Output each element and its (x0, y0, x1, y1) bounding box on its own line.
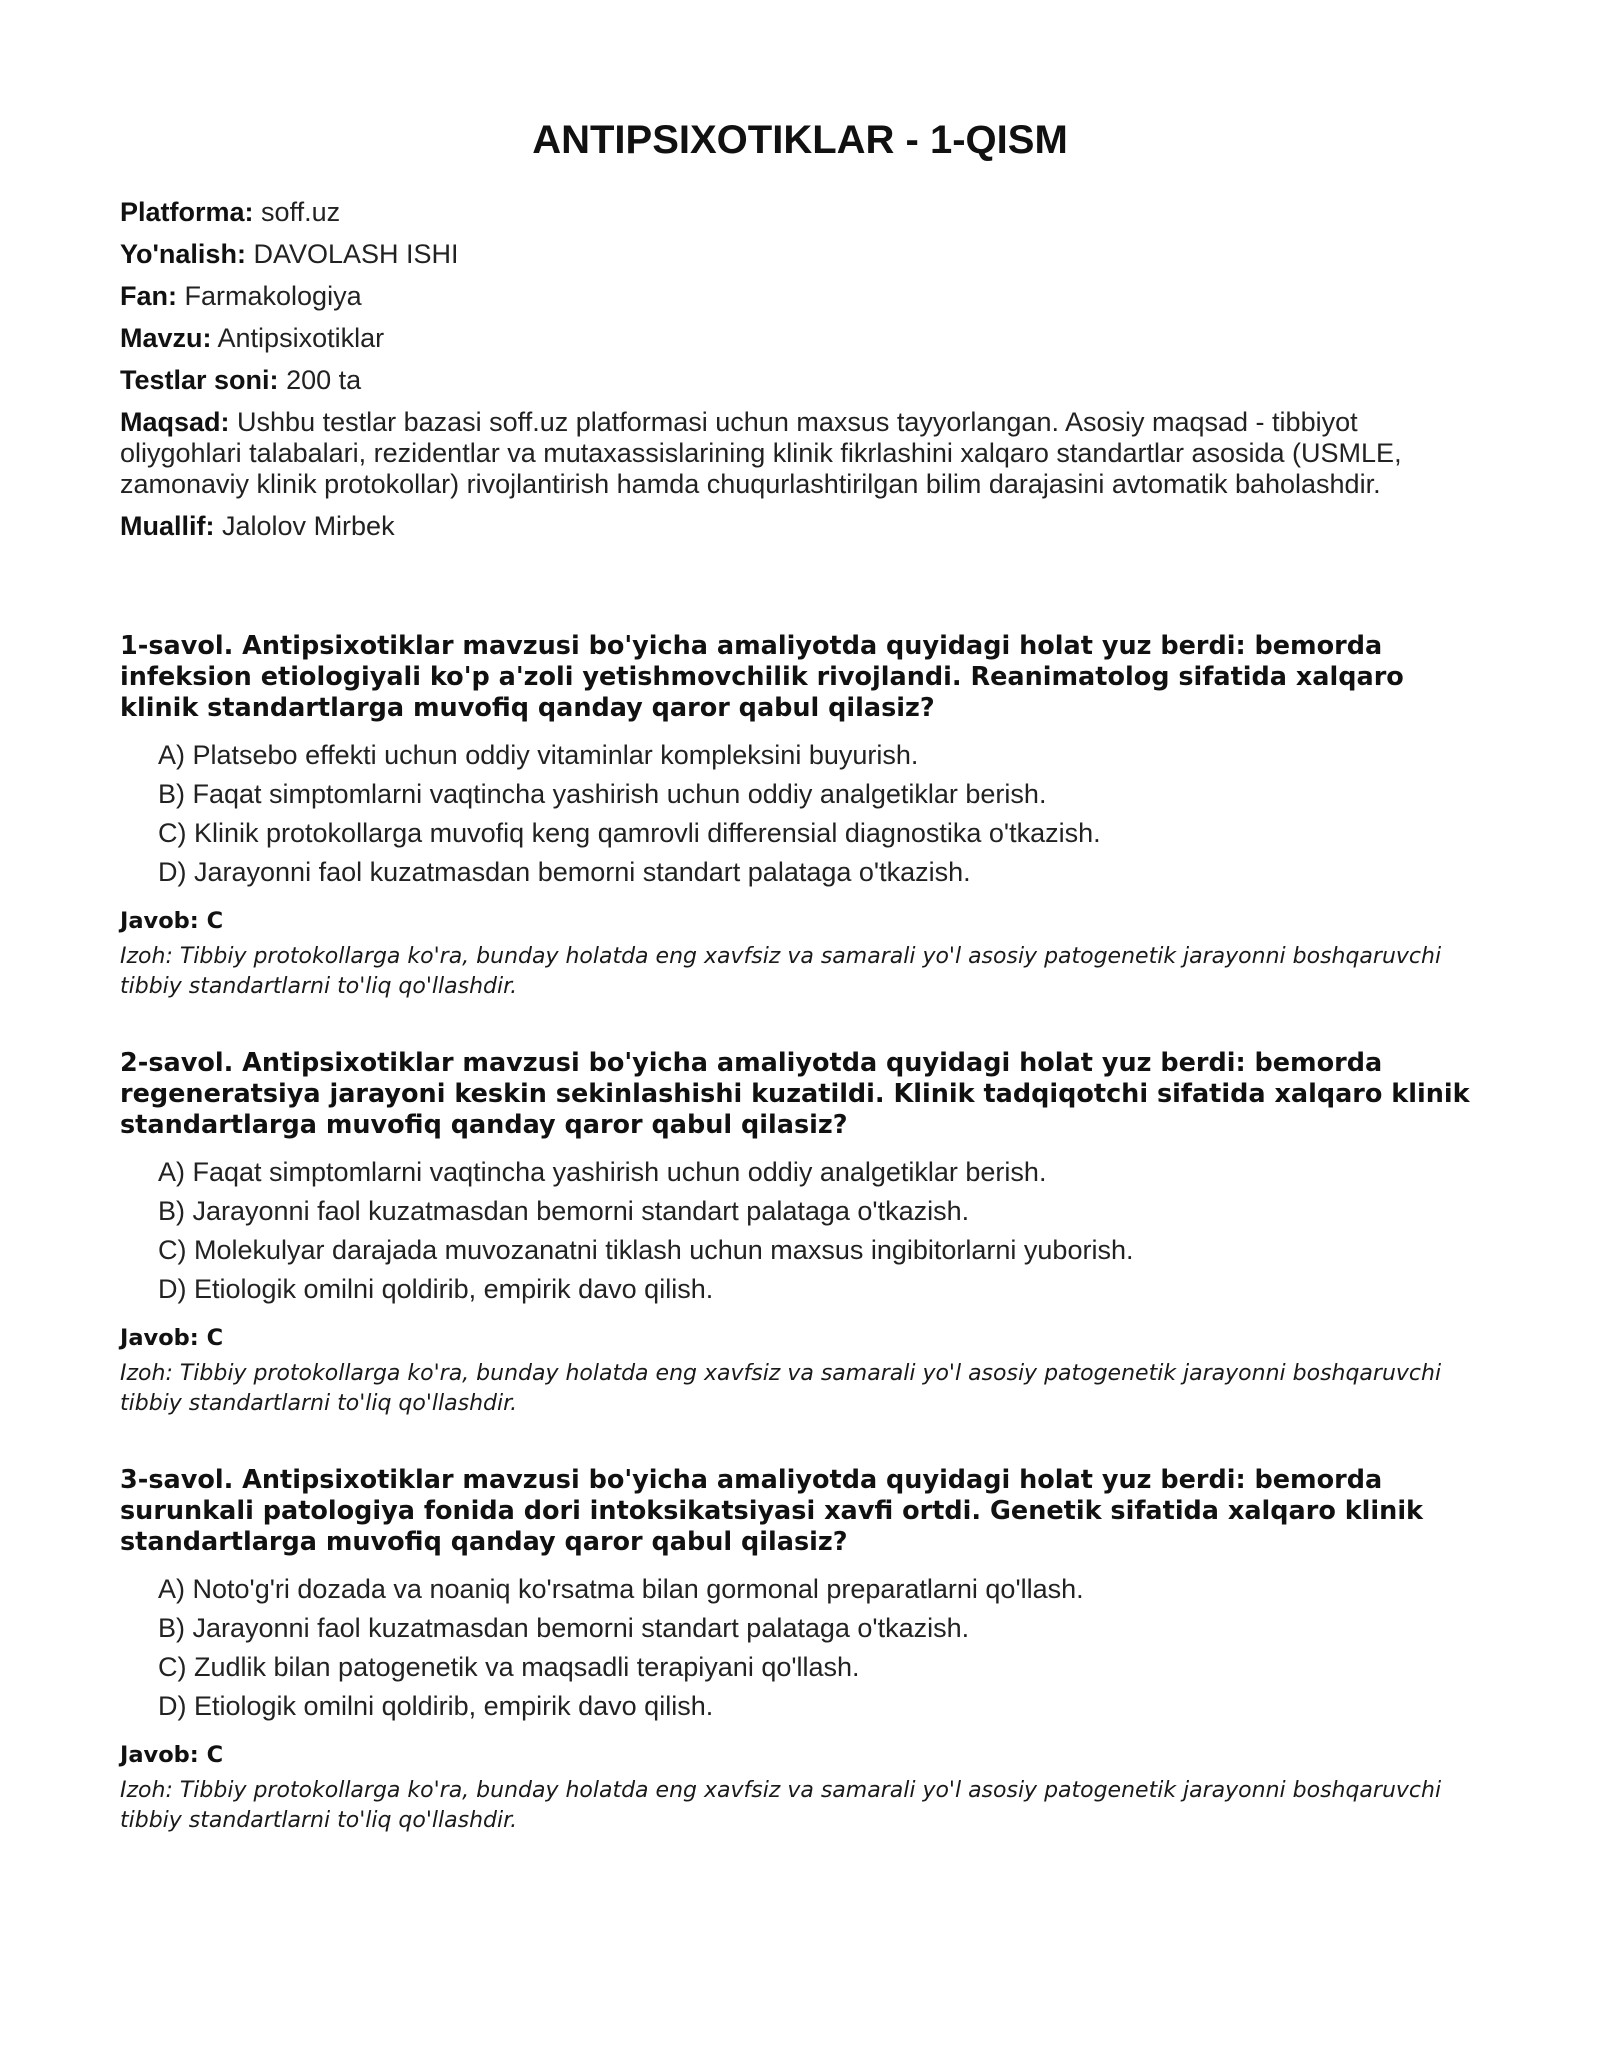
option-a: A) Noto'g'ri dozada va noaniq ko'rsatma bilan gormonal preparatlarni qo'llash. (158, 1574, 1084, 1604)
question-2 (120, 1048, 1480, 1419)
question-text: 1-savol. Antipsixotiklar mavzusi bo'yicha amaliyotda quyidagi holat yuz berdi: bemorda infeksion etiologiyali ko'p a'zoli yetishmovchilik rivojlandi. Reanimatolog sifatida xalqaro klinik standartlarga muvofiq qanday qaror qabul qilasiz? (120, 631, 1404, 723)
question-text: 3-savol. Antipsixotiklar mavzusi bo'yicha amaliyotda quyidagi holat yuz berdi: bemorda surunkali patologiya fonida dori intoksikatsiyasi xavfi ortdi. Genetik sifatida xalqaro klinik standartlarga muvofiq qanday qaror qabul qilasiz? (120, 1465, 1424, 1557)
option-d: D) Etiologik omilni qoldirib, empirik davo qilish. (158, 1274, 714, 1304)
meta-value: 200 ta (286, 365, 362, 395)
document-page (120, 118, 1480, 1882)
meta-label: Muallif: (120, 511, 215, 541)
meta-label: Yo'nalish: (120, 239, 246, 269)
meta-topic (120, 323, 1480, 354)
option-b: B) Faqat simptomlarni vaqtincha yashirish uchun oddiy analgetiklar berish. (158, 779, 1047, 809)
answer-label: Javob: C (120, 1742, 224, 1768)
question-1 (120, 631, 1480, 1002)
question-text: 2-savol. Antipsixotiklar mavzusi bo'yicha amaliyotda quyidagi holat yuz berdi: bemorda regeneratsiya jarayoni keskin sekinlashishi kuzatildi. Klinik tadqiqotchi sifatida xalqaro klinik standartlarga muvofiq qanday qaror qabul qilasiz? (120, 1048, 1470, 1140)
explanation-note: Izoh: Tibbiy protokollarga ko'ra, bunday holatda eng xavfsiz va samarali yo'l asosiy patogenetik jarayonni boshqaruvchi tibbiy standartlarni to'liq qo'llashdir. (120, 1361, 1442, 1416)
meta-direction (120, 239, 1480, 270)
option-c: C) Klinik protokollarga muvofiq keng qamrovli differensial diagnostika o'tkazish. (158, 818, 1101, 848)
meta-value: DAVOLASH ISHI (253, 239, 459, 269)
meta-value: soff.uz (261, 197, 341, 227)
answer-label: Javob: C (120, 908, 224, 934)
meta-subject (120, 281, 1480, 312)
meta-label: Maqsad: (120, 407, 230, 437)
meta-value: Ushbu testlar bazasi soff.uz platformasi uchun maxsus tayyorlangan. Asosiy maqsad - tibbiyot oliygohlari talabalari, rezidentlar va mutaxassislarining klinik fikrlashini xalqaro standartlar asosida (USMLE, zamonaviy klinik protokollar) rivojlantirish hamda chuqurlashtirilgan bilim darajasini avtomatik baholashdir. (120, 407, 1402, 499)
meta-value: Jalolov Mirbek (222, 511, 395, 541)
option-a: A) Faqat simptomlarni vaqtincha yashirish uchun oddiy analgetiklar berish. (158, 1157, 1047, 1187)
option-list (158, 1570, 1480, 1726)
meta-label: Platforma: (120, 197, 254, 227)
spacer (120, 553, 1480, 631)
option-c: C) Zudlik bilan patogenetik va maqsadli terapiyani qo'llash. (158, 1652, 860, 1682)
meta-test-count (120, 365, 1480, 396)
option-d: D) Etiologik omilni qoldirib, empirik davo qilish. (158, 1691, 714, 1721)
document-title: ANTIPSIXOTIKLAR - 1-QISM (532, 118, 1068, 162)
meta-value: Antipsixotiklar (217, 323, 385, 353)
meta-label: Testlar soni: (120, 365, 279, 395)
option-d: D) Jarayonni faol kuzatmasdan bemorni standart palataga o'tkazish. (158, 857, 971, 887)
explanation-note: Izoh: Tibbiy protokollarga ko'ra, bunday holatda eng xavfsiz va samarali yo'l asosiy patogenetik jarayonni boshqaruvchi tibbiy standartlarni to'liq qo'llashdir. (120, 1778, 1442, 1833)
question-3 (120, 1465, 1480, 1836)
meta-label: Mavzu: (120, 323, 212, 353)
meta-platform (120, 197, 1480, 228)
option-a: A) Platsebo effekti uchun oddiy vitaminlar kompleksini buyurish. (158, 740, 919, 770)
explanation-note: Izoh: Tibbiy protokollarga ko'ra, bunday holatda eng xavfsiz va samarali yo'l asosiy patogenetik jarayonni boshqaruvchi tibbiy standartlarni to'liq qo'llashdir. (120, 944, 1442, 999)
option-list (158, 736, 1480, 892)
meta-value: Farmakologiya (184, 281, 362, 311)
option-b: B) Jarayonni faol kuzatmasdan bemorni standart palataga o'tkazish. (158, 1196, 970, 1226)
meta-purpose (120, 407, 1480, 500)
meta-author (120, 511, 1480, 542)
option-c: C) Molekulyar darajada muvozanatni tiklash uchun maxsus ingibitorlarni yuborish. (158, 1235, 1134, 1265)
meta-label: Fan: (120, 281, 177, 311)
option-list (158, 1153, 1480, 1309)
option-b: B) Jarayonni faol kuzatmasdan bemorni standart palataga o'tkazish. (158, 1613, 970, 1643)
metadata-block (120, 197, 1480, 542)
answer-label: Javob: C (120, 1325, 224, 1351)
